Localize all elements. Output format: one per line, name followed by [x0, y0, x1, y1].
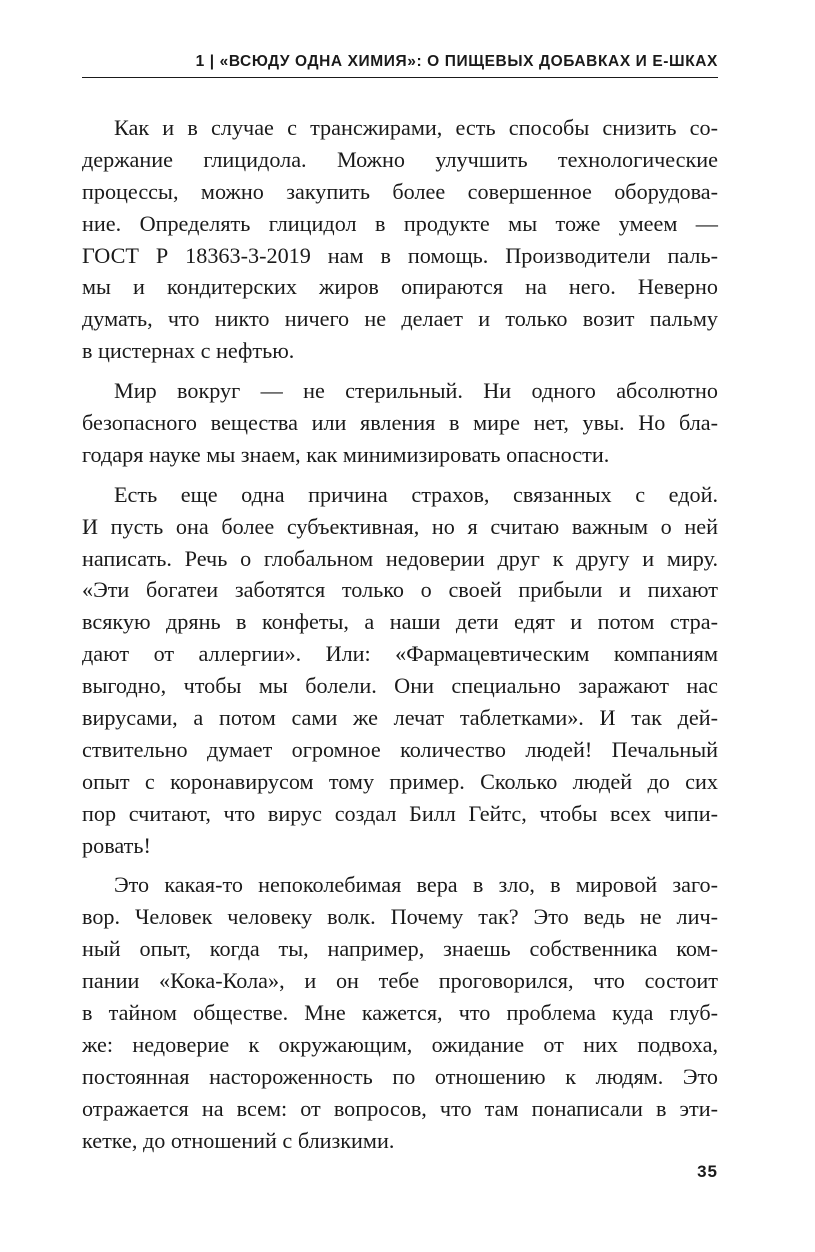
text-line: дают от аллергии». Или: «Фармацевтическим компаниям: [82, 641, 718, 667]
text-line: ный опыт, когда ты, например, знаешь собственника ком-: [82, 936, 718, 962]
text-line: всякую дрянь в конфеты, а наши дети едят и потом стра-: [82, 609, 718, 635]
text-line: пании «Кока-Кола», и он тебе проговорился, что состоит: [82, 968, 718, 994]
paragraph: [82, 479, 718, 862]
text-line: ствительно думает огромное количество людей! Печальный: [82, 736, 718, 762]
text-line: держание глицидола. Можно улучшить технологические: [82, 146, 718, 172]
text-line: мы и кондитерских жиров опираются на него. Неверно: [82, 274, 718, 300]
text-line: выгодно, чтобы мы болели. Они специально заражают нас: [82, 673, 718, 699]
text-line: отражается на всем: от вопросов, что там понаписали в эти-: [82, 1095, 718, 1121]
paragraph: [82, 869, 718, 1156]
text-line: ГОСТ Р 18363-3-2019 нам в помощь. Производители паль-: [82, 242, 718, 268]
text-line: вор. Человек человеку волк. Почему так? Это ведь не лич-: [82, 904, 718, 930]
text-line: опыт с коронавирусом тому пример. Сколько людей до сих: [82, 768, 718, 794]
text-line: Мир вокруг — не стерильный. Ни одного абсолютно: [114, 378, 718, 404]
page-number: 35: [697, 1162, 718, 1181]
paragraph: [82, 112, 718, 367]
text-line: Это какая-то непоколебимая вера в зло, в мировой заго-: [114, 872, 718, 898]
text-line: думать, что никто ничего не делает и только возит пальму: [82, 306, 718, 332]
text-line: вирусами, а потом сами же лечат таблетками». И так дей-: [82, 705, 718, 731]
text-line: пор считают, что вирус создал Билл Гейтс, чтобы всех чипи-: [82, 800, 718, 826]
text-line: в цистернах с нефтью.: [82, 338, 295, 364]
text-line: И пусть она более субъективная, но я считаю важным о ней: [82, 513, 718, 539]
text-line: ровать!: [82, 832, 151, 858]
running-head: 1 | «ВСЮДУ ОДНА ХИМИЯ»: О ПИЩЕВЫХ ДОБАВКАХ И Е-ШКАХ: [82, 51, 718, 78]
text-line: Как и в случае с трансжирами, есть способы снизить со-: [114, 115, 718, 140]
text-line: «Эти богатеи заботятся только о своей прибыли и пихают: [82, 577, 718, 603]
paragraph: [82, 375, 718, 471]
text-line: процессы, можно закупить более совершенное оборудова-: [82, 178, 718, 204]
text-line: Есть еще одна причина страхов, связанных с едой.: [114, 481, 718, 507]
text-line: кетке, до отношений с близкими.: [82, 1127, 395, 1153]
body-text: [82, 112, 718, 1165]
text-line: постоянная настороженность по отношению к людям. Это: [82, 1063, 718, 1089]
text-line: годаря науке мы знаем, как минимизировать опасности.: [82, 441, 610, 467]
text-line: в тайном обществе. Мне кажется, что проблема куда глуб-: [82, 1000, 718, 1026]
text-line: ние. Определять глицидол в продукте мы тоже умеем —: [82, 210, 718, 236]
text-line: безопасного вещества или явления в мире нет, увы. Но бла-: [82, 410, 718, 436]
text-line: написать. Речь о глобальном недоверии друг к другу и миру.: [82, 545, 718, 571]
text-line: же: недоверие к окружающим, ожидание от них подвоха,: [82, 1031, 718, 1057]
